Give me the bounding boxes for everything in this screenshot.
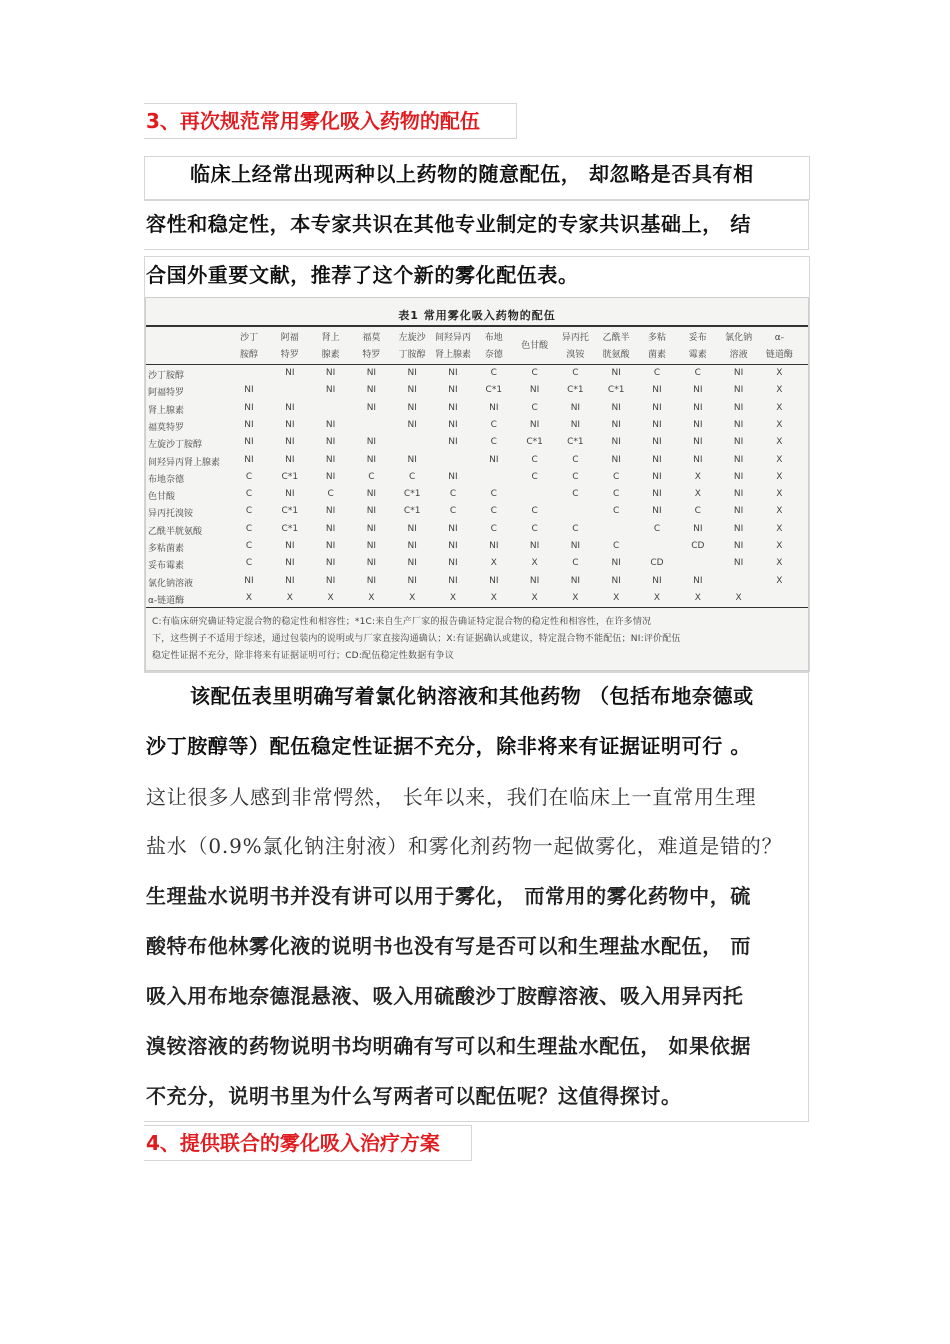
table-cell: NI [611, 402, 621, 413]
table-column-header: 沙丁 胺醇 [239, 333, 258, 360]
table-cell: NI [407, 575, 417, 586]
table-cell: C [449, 506, 457, 517]
table-cell: NI [448, 541, 458, 551]
table-cell: X [490, 558, 497, 569]
table-cell: C [531, 368, 538, 378]
table-cell: C [694, 506, 701, 517]
table-cell: NI [693, 402, 703, 413]
table-cell: NI [366, 575, 377, 586]
table-cell: NI [366, 402, 377, 413]
table-cell: NI [366, 523, 377, 534]
table-cell: NI [733, 541, 744, 551]
table-cell: X [531, 558, 538, 569]
table-cell: NI [529, 419, 540, 430]
table-cell: NI [652, 437, 662, 448]
section-4-heading: 4、提供联合的雾化吸入治疗方案 [144, 1125, 472, 1161]
table-row-label: 肾上腺素 [148, 405, 185, 416]
table-column-header: 妥布 霉素 [688, 333, 707, 360]
table-cell: X [694, 471, 701, 482]
table-cell: NI [366, 541, 377, 551]
table-cell: X [572, 592, 579, 603]
table-cell: NI [693, 523, 703, 534]
table-cell: NI [733, 489, 744, 500]
intro-line: 临床上经常出现两种以上药物的随意配伍， 却忽略是否具有相 [190, 162, 754, 186]
table-cell: NI [407, 454, 417, 465]
table-cell: NI [244, 437, 254, 448]
table-cell: C*1 [403, 489, 421, 500]
table-cell: NI [366, 454, 377, 465]
table-cell: X [531, 592, 538, 603]
table-cell: C [653, 368, 661, 378]
table-cell: NI [366, 368, 377, 378]
table-cell: C*1 [607, 385, 625, 396]
table-cell: C*1 [526, 437, 543, 448]
table-row-label: 沙丁胺醇 [148, 371, 185, 381]
table-cell: NI [448, 575, 458, 586]
discussion-line: 吸入用布地奈德混悬液、吸入用硫酸沙丁胺醇溶液、吸入用异丙托 [146, 984, 744, 1008]
table-column-header: α- 链道酶 [765, 333, 793, 360]
table-cell: NI [733, 523, 744, 534]
table-cell: C [490, 419, 497, 430]
table-row-label: 阿福特罗 [148, 388, 185, 399]
table-cell: NI [407, 368, 417, 378]
table-row-label: 乙酰半胱氨酸 [148, 526, 203, 537]
table-row-label: 妥布霉素 [148, 561, 185, 572]
table-cell: NI [733, 471, 744, 482]
table-cell: NI [489, 454, 499, 465]
table-column-header: 乙酰半 胱氨酸 [602, 333, 630, 360]
table-note [152, 614, 802, 665]
table-cell: X [776, 402, 783, 413]
table-note-line: 稳定性证据不充分，除非将来有证据证明可行；CD:配伍稳定性数据有争议 [152, 651, 455, 661]
table-cell: X [776, 385, 783, 396]
table-cell: NI [407, 523, 417, 534]
table-cell: NI [285, 489, 295, 500]
table-cell: C [613, 506, 620, 517]
table-column-header: 左旋沙 丁胺醇 [398, 333, 426, 360]
table-cell: NI [244, 385, 254, 396]
table-rule [146, 607, 808, 608]
table-cell: X [776, 437, 783, 448]
table-cell: NI [448, 437, 458, 448]
table-cell: NI [407, 541, 417, 551]
table-column-header: 异丙托 溴铵 [561, 333, 589, 360]
table-cell: C*1 [281, 471, 299, 482]
table-cell: NI [652, 575, 662, 586]
table-cell: NI [733, 506, 744, 517]
table-cell: C [572, 454, 579, 465]
table-row-label: 氯化钠溶液 [148, 578, 194, 589]
table-cell: NI [366, 489, 377, 500]
table-cell: NI [652, 471, 662, 482]
table-cell: NI [244, 419, 254, 430]
table-cell: NI [325, 541, 336, 551]
table-cell: NI [611, 575, 621, 586]
table-note-line: 下，这些例子不适用于综述，通过包装内的说明或与厂家直接沟通确认；X:有证据确认或建议，特定混合物不能配伍；NI:评价配伍 [152, 634, 681, 644]
table-cell: C*1 [281, 523, 299, 534]
table-cell: C [490, 489, 497, 500]
table-cell: NI [448, 368, 458, 378]
table-cell: C [531, 454, 538, 465]
table-cell: X [449, 592, 457, 603]
table-cell: NI [529, 541, 540, 551]
table-cell: X [735, 592, 742, 603]
table-cell: C [449, 489, 457, 500]
table-cell: NI [448, 471, 458, 482]
table-cell: X [409, 592, 416, 603]
table-note-line: C:有临床研究确证特定混合物的稳定性和相容性；*1C:来自生产厂家的报告确证特定混合物的稳定性和相容性，在许多情况 [152, 617, 652, 627]
table-cell: C*1 [567, 385, 584, 396]
table-cell: NI [285, 575, 295, 586]
intro-line: 合国外重要文献，推荐了这个新的雾化配伍表。 [146, 263, 579, 287]
table-cell: NI [733, 437, 744, 448]
table-cell: X [776, 471, 783, 482]
discussion-line: 盐水（0.9%氯化钠注射液）和雾化剂药物一起做雾化，难道是错的？ [146, 834, 783, 858]
table-column-header: 氯化钠 溶液 [725, 333, 753, 360]
table-cell: NI [611, 368, 621, 378]
table-column-header: 色甘酸 [521, 341, 549, 351]
discussion-line: 酸特布他林雾化液的说明书也没有写是否可以和生理盐水配伍， 而 [146, 934, 751, 958]
table-cell: C [368, 471, 375, 482]
table-cell: NI [325, 368, 336, 378]
table-cell: NI [325, 558, 336, 569]
table-cell: NI [325, 523, 336, 534]
table-cell: C [245, 523, 253, 534]
compatibility-table-figure [145, 297, 809, 671]
table-cell: C [490, 368, 497, 378]
table-cell: NI [244, 575, 254, 586]
table-cell: NI [489, 402, 499, 413]
table-cell: NI [733, 419, 744, 430]
discussion-line: 溴铵溶液的药物说明书均明确有写可以和生理盐水配伍， 如果依据 [146, 1034, 751, 1058]
table-cell: C*1 [567, 437, 584, 448]
table-column-header: 福莫 特罗 [362, 333, 381, 360]
table-cell: C [245, 489, 253, 500]
table-cell: NI [733, 385, 744, 396]
table-cell: NI [611, 419, 621, 430]
table-cell: NI [244, 454, 254, 465]
table-cell: NI [407, 402, 417, 413]
table-column-header: 布地 奈德 [484, 333, 503, 360]
table-cell: X [694, 592, 701, 603]
table-cell: C [531, 402, 538, 413]
table-cell: X [245, 592, 253, 603]
table-cell: NI [693, 385, 703, 396]
table-cell: X [653, 592, 661, 603]
table-cell: NI [325, 437, 336, 448]
table-cell: X [286, 592, 293, 603]
discussion-line: 沙丁胺醇等）配伍稳定性证据不充分，除非将来有证据证明可行 。 [146, 734, 751, 758]
table-cell: NI [570, 575, 581, 586]
table-cell: NI [366, 506, 377, 517]
table-cell: NI [652, 385, 662, 396]
table-cell: NI [611, 454, 621, 465]
table-column-header: 间羟异丙 肾上腺素 [434, 333, 471, 360]
table-cell: NI [652, 489, 662, 500]
table-cell: NI [325, 385, 336, 396]
table-cell: C [490, 523, 497, 534]
table-cell: C [245, 506, 253, 517]
table-cell: NI [652, 506, 662, 517]
table-cell: NI [325, 506, 336, 517]
table-cell: NI [285, 419, 295, 430]
table-cell: C [245, 541, 253, 551]
table-cell: NI [407, 419, 417, 430]
table-cell: NI [244, 402, 254, 413]
table-cell: NI [407, 385, 417, 396]
table-cell: NI [448, 419, 458, 430]
table-column-header: 肾上 腺素 [321, 333, 340, 360]
table-cell: C [531, 471, 538, 482]
table-cell: X [327, 592, 334, 603]
section-3-heading: 3、再次规范常用雾化吸入药物的配伍 [144, 103, 517, 139]
table-cell: C [653, 523, 661, 534]
table-cell: X [776, 575, 783, 586]
table-cell: C [245, 471, 253, 482]
discussion-line: 生理盐水说明书并没有讲可以用于雾化， 而常用的雾化药物中，硫 [146, 884, 751, 908]
table-cell: C [490, 506, 497, 517]
table-cell: X [613, 592, 620, 603]
table-cell: X [776, 489, 783, 500]
table-cell: NI [325, 419, 336, 430]
table-cell: NI [693, 454, 703, 465]
table-cell: C [531, 523, 538, 534]
table-cell: C [572, 558, 579, 569]
table-cell: NI [733, 368, 744, 378]
table-cell: NI [693, 575, 703, 586]
table-cell: NI [285, 558, 295, 569]
table-cell: NI [285, 541, 295, 551]
table-cell: NI [733, 454, 744, 465]
table-cell: NI [733, 402, 744, 413]
table-cell: C [694, 368, 701, 378]
table-rule [146, 364, 808, 365]
table-cell: C [572, 368, 579, 378]
table-cell: C*1 [403, 506, 421, 517]
table-cell: NI [448, 558, 458, 569]
table-cell: C [531, 506, 538, 517]
discussion-line: 这让很多人感到非常愕然， 长年以来，我们在临床上一直常用生理 [146, 785, 757, 809]
table-cell: NI [570, 541, 581, 551]
table-row-label: 福莫特罗 [148, 422, 185, 433]
table-cell: NI [733, 558, 744, 569]
table-cell: C*1 [281, 506, 299, 517]
table-cell: NI [529, 385, 540, 396]
table-cell: NI [693, 437, 703, 448]
table-cell: C [490, 437, 497, 448]
discussion-line: 不充分，说明书里为什么写两者可以配伍呢？这值得探讨。 [146, 1084, 682, 1108]
table-cell: NI [693, 419, 703, 430]
table-cell: NI [366, 437, 377, 448]
table-cell: NI [325, 471, 336, 482]
intro-line: 容性和稳定性，本专家共识在其他专业制定的专家共识基础上， 结 [146, 212, 751, 236]
table-cell: X [776, 558, 783, 569]
table-cell: NI [285, 402, 295, 413]
table-cell: C [409, 471, 416, 482]
table-cell: X [776, 541, 783, 551]
table-cell: NI [570, 419, 581, 430]
table-cell: X [776, 523, 783, 534]
table-cell: C [572, 489, 579, 500]
table-cell: C [327, 489, 334, 500]
table-rule [146, 325, 808, 327]
table-cell: NI [652, 402, 662, 413]
table-cell: NI [285, 454, 295, 465]
table-cell: CD [650, 558, 664, 569]
table-row-label: 色甘酸 [148, 492, 176, 503]
table-cell: NI [489, 541, 499, 551]
table-cell: NI [529, 575, 540, 586]
table-cell: X [776, 454, 783, 465]
table-row-label: 多粘菌素 [148, 544, 185, 554]
table-cell: C [572, 471, 579, 482]
table-row-label: 间羟异丙肾上腺素 [148, 457, 221, 468]
table-cell: NI [448, 385, 458, 396]
table-cell: C [613, 489, 620, 500]
table-cell: C [613, 541, 620, 551]
table-cell: X [490, 592, 497, 603]
table-cell: X [776, 368, 783, 378]
table-row-label: 左旋沙丁胺醇 [148, 440, 203, 451]
table-cell: NI [570, 402, 581, 413]
table-cell: X [368, 592, 375, 603]
table-row-label: 异丙托溴铵 [148, 509, 194, 520]
table-cell: C [572, 523, 579, 534]
table-cell: X [776, 419, 783, 430]
table-cell: X [776, 506, 783, 517]
table-cell: NI [611, 558, 621, 569]
table-row-label: 布地奈德 [148, 474, 185, 485]
table-cell: NI [407, 558, 417, 569]
table-column-header: 阿福 特罗 [280, 333, 299, 360]
table-cell: NI [611, 437, 621, 448]
table-column-header: 多粘 菌素 [647, 333, 666, 360]
table-cell: CD [691, 541, 705, 551]
table-title: 表1 常用雾化吸入药物的配伍 [398, 309, 556, 322]
table-cell: NI [325, 575, 336, 586]
table-cell: C [613, 471, 620, 482]
table-cell: NI [448, 523, 458, 534]
table-row-label: α-链道酶 [148, 595, 185, 606]
table-cell: C [245, 558, 253, 569]
table-cell: NI [285, 437, 295, 448]
table-cell: NI [652, 454, 662, 465]
table-cell: NI [366, 558, 377, 569]
table-cell: NI [366, 385, 377, 396]
table-cell: NI [489, 575, 499, 586]
table-cell: NI [285, 368, 295, 378]
table-cell: NI [652, 419, 662, 430]
table-cell: NI [448, 402, 458, 413]
table-cell: X [694, 489, 701, 500]
discussion-line: 该配伍表里明确写着氯化钠溶液和其他药物 （包括布地奈德或 [190, 684, 754, 708]
table-cell: NI [325, 454, 336, 465]
table-cell: C*1 [485, 385, 503, 396]
